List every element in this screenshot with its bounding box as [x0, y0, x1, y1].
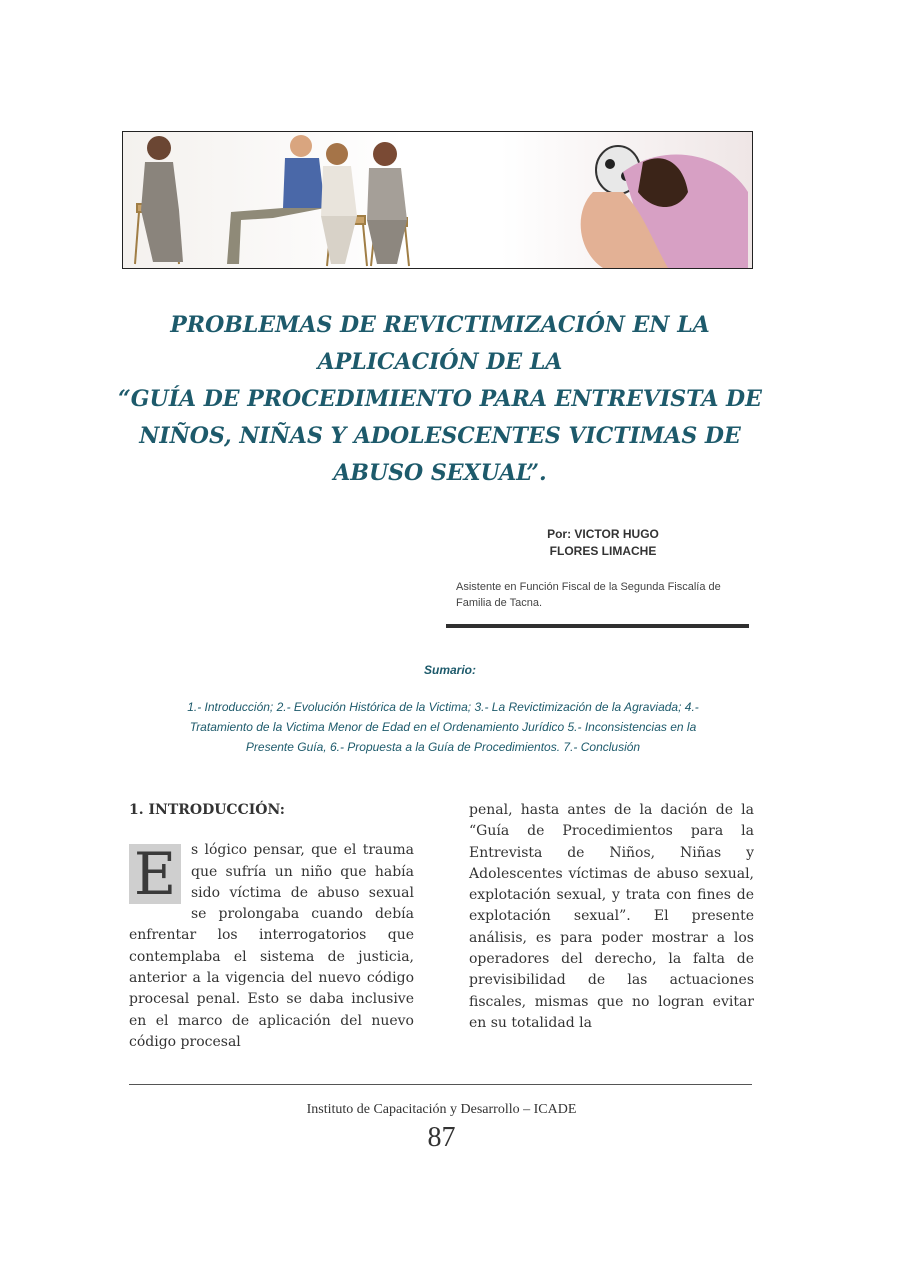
author-byline — [503, 526, 703, 560]
summary-heading: Sumario: — [423, 663, 476, 677]
summary-line-2: Tratamiento de la Victima Menor de Edad en el Ordenamiento Jurídico 5.- Inconsistencias en la — [189, 720, 697, 734]
title-line-2: APLICACIÓN DE LA — [317, 349, 563, 375]
author-line-2: FLORES LIMACHE — [549, 544, 657, 558]
affiliation-line-2: Familia de Tacna. — [456, 597, 543, 609]
author-divider — [446, 624, 749, 628]
affiliation-line-1: Asistente en Función Fiscal de la Segunda Fiscalía de — [456, 581, 721, 593]
title-line-1: PROBLEMAS DE REVICTIMIZACIÓN EN LA — [170, 312, 710, 338]
intro-paragraph — [129, 840, 414, 1053]
title-line-5: ABUSO SEXUAL”. — [333, 460, 547, 486]
figure-man — [227, 135, 325, 264]
title-line-3: “GUÍA DE PROCEDIMIENTO PARA ENTREVISTA DE — [118, 386, 762, 412]
summary-line-3: Presente Guía, 6.- Propuesta a la Guía de Procedimientos. 7.- Conclusión — [245, 740, 641, 754]
figure-girl — [321, 143, 357, 264]
page-number: 87 — [427, 1122, 456, 1153]
summary-line-1: 1.- Introducción; 2.- Evolución Histórica de la Victima; 3.- La Revictimización de la Agraviada; 4.- — [187, 700, 699, 714]
summary-text — [150, 697, 736, 757]
figure-interviewer — [141, 136, 183, 262]
figure-child-victim — [581, 146, 748, 268]
footer-institute: Instituto de Capacitación y Desarrollo – ICADE — [306, 1102, 577, 1117]
body-column-left — [129, 800, 414, 1053]
banner-illustration — [123, 132, 752, 268]
section-heading: 1. INTRODUCCIÓN: — [129, 802, 285, 818]
title-line-4: NIÑOS, NIÑAS Y ADOLESCENTES VICTIMAS DE — [139, 423, 741, 449]
footer-divider — [129, 1084, 752, 1085]
article-title — [110, 307, 770, 492]
left-column-text: s lógico pensar, que el trauma que sufría un niño que había sido víctima de abuso sexual se prolongaba cuando debía enfrentar los interrogatorios que contemplaba el sistema de justicia, anterior a la vigencia del nuevo código procesal penal. Esto se daba inclusive en el marco de aplicación del nuevo código procesal — [129, 842, 414, 1050]
dropcap-letter: E — [129, 844, 181, 904]
author-affiliation — [456, 579, 756, 611]
body-column-right: penal, hasta antes de la dación de la “Guía de Procedimientos para la Entrevista de Niños, Niñas y Adolescentes víctimas de abuso sexual, explotación sexual, y trata con fines de explotación sexual”. El presente análisis, es para poder mostrar a los operadores del derecho, la falta de previsibilidad de las actuaciones fiscales, mismas que no logran evitar en su totalidad la — [469, 802, 754, 1031]
header-banner-image — [122, 131, 753, 269]
figure-teen — [367, 142, 407, 264]
author-line-1: Por: VICTOR HUGO — [547, 527, 659, 541]
